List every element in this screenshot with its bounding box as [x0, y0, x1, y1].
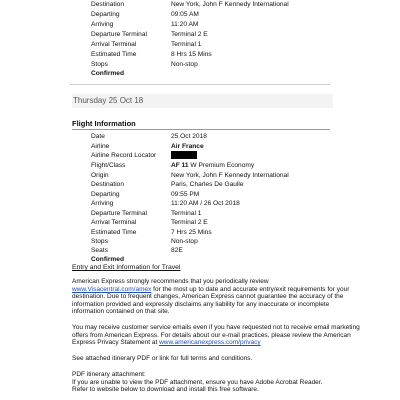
- row-value: Terminal 1: [171, 210, 202, 217]
- row-label: Flight/Class: [91, 162, 126, 169]
- row-value: 25 Oct 2018: [171, 133, 207, 140]
- row-value: 11:20 AM: [171, 21, 199, 28]
- section-heading: Flight Information: [72, 119, 136, 128]
- row-value: 8 Hrs 15 Mins: [171, 51, 212, 58]
- row-label: Stops: [91, 61, 108, 68]
- privacy-link[interactable]: www.americanexpress.com/privacy: [159, 339, 261, 347]
- row-label: Seats: [91, 247, 108, 254]
- para-text: You may receive customer service emails even if you have requested not to receive email marketing offers from American Express. For details about our e-mail practices, please review the American Express Privacy Statement at: [72, 324, 360, 347]
- flight-class: W Premium Economy: [188, 162, 255, 169]
- row-value: 09:05 AM: [171, 11, 199, 18]
- row-label: Estimated Time: [91, 229, 137, 236]
- row-label: Arriving: [91, 200, 114, 207]
- row-value: 11:20 AM / 26 Oct 2018: [171, 200, 240, 207]
- row-value: Non-stop: [171, 238, 198, 245]
- row-value: 09:55 PM: [171, 191, 200, 198]
- flight-number: AF 11: [171, 162, 189, 169]
- para-text: American Express strongly recommends that you periodically review: [72, 278, 269, 285]
- visacentral-link[interactable]: www.Visacentral.com/amex: [72, 285, 152, 293]
- row-label: Arrival Terminal: [91, 219, 137, 226]
- row-label: Stops: [91, 238, 108, 245]
- row-value: Terminal 1: [171, 41, 202, 48]
- row-value: New York, John F Kennedy International: [171, 172, 289, 179]
- row-label: Departing: [91, 191, 120, 198]
- redaction-box: [171, 151, 197, 159]
- row-value: Paris, Charles De Gaulle: [171, 181, 244, 188]
- row-label: Departure Terminal: [91, 210, 147, 217]
- row-label: Date: [91, 133, 105, 140]
- para-text: your destination. Due to frequent changes, American Express cannot guarantee the accuracy of the information provided and expressly disclaims any liability for any inaccurate or incomplete information contained on that site.: [72, 285, 350, 316]
- row-label: Arriving: [91, 21, 114, 28]
- row-value: Terminal 2 E: [171, 31, 208, 38]
- row-value: 82E: [171, 247, 183, 254]
- confirmed-status: Confirmed: [91, 70, 124, 77]
- row-label: Destination: [91, 1, 124, 8]
- day-heading: Thursday 25 Oct 18: [72, 94, 333, 108]
- section-rule: [72, 129, 330, 130]
- row-label: Origin: [91, 172, 109, 179]
- section-divider: [70, 84, 330, 85]
- row-label: Departure Terminal: [91, 31, 147, 38]
- row-value: 7 Hrs 25 Mins: [171, 229, 212, 236]
- row-label: Airline Record Locator: [91, 152, 157, 159]
- row-value: Terminal 2 E: [171, 219, 208, 226]
- row-label: Arrival Terminal: [91, 41, 137, 48]
- row-label: Destination: [91, 181, 124, 188]
- confirmed-status: Confirmed: [91, 256, 124, 263]
- row-label: Departing: [91, 11, 120, 18]
- row-value: Non-stop: [171, 61, 198, 68]
- row-value: New York, John F Kennedy International: [171, 1, 289, 8]
- visa-disclaimer-paragraph: [72, 278, 362, 316]
- pdf-attachment-paragraph: [72, 371, 362, 394]
- airline-value: Air France: [171, 143, 204, 150]
- para-text: Refer to website below to download and install this free software.: [72, 386, 259, 394]
- entry-exit-info-link[interactable]: Entry and Exit Information for Travel: [72, 264, 181, 271]
- row-value: [171, 161, 254, 171]
- privacy-paragraph: [72, 324, 362, 347]
- row-label: Estimated Time: [91, 51, 137, 58]
- para-text: If you are unable to view the PDF attachment, ensure you have Adobe Acrobat Reader.: [72, 378, 323, 386]
- pdf-title: PDF itinerary attachment:: [72, 371, 146, 378]
- para-text: for the most up to date and accurate entry/exit requirements for: [151, 285, 335, 293]
- row-label: Airline: [91, 143, 110, 150]
- terms-paragraph: See attached itinerary PDF or link for full terms and conditions.: [72, 355, 253, 362]
